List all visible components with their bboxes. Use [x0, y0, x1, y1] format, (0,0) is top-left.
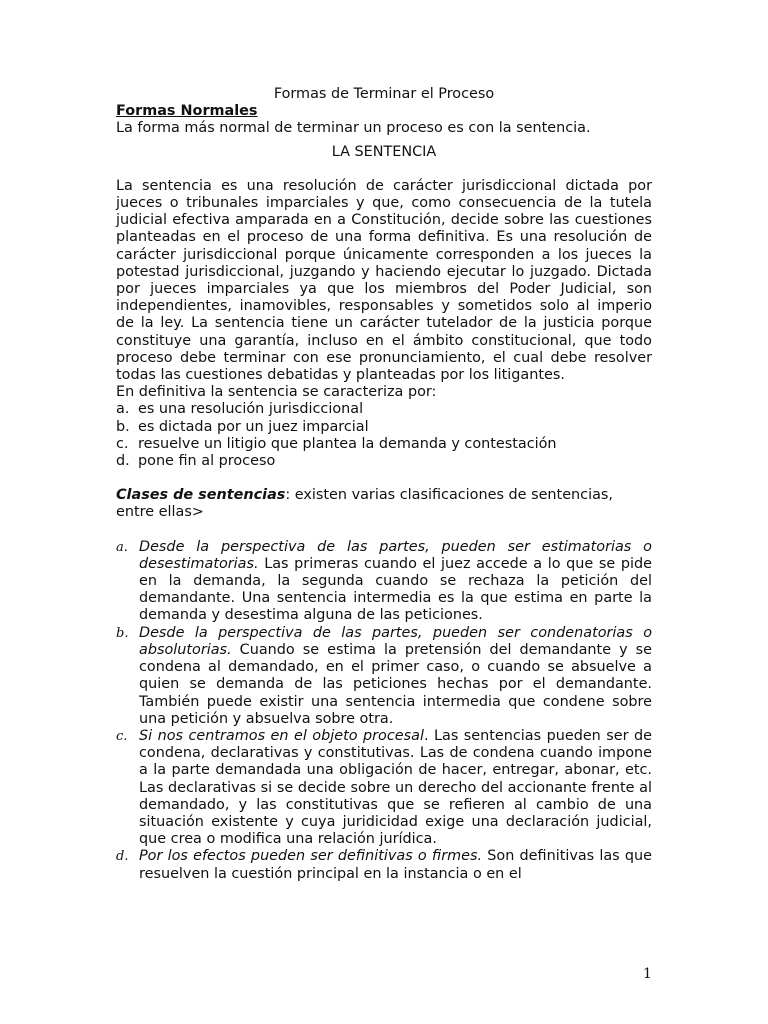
list-item — [116, 625, 652, 728]
intro-text: La forma más normal de terminar un proceso es con la sentencia. — [116, 120, 591, 137]
list-item — [116, 436, 652, 453]
list-item — [116, 848, 652, 882]
list-item-text: resuelve un litigio que plantea la demanda y contestación — [138, 435, 557, 452]
list-item-text: . Las sentencias pueden ser de condena, declarativas y constitutivas. Las de condena cuando impone a la parte demandada una obligación de hacer, entregar, abonar, etc. Las declarativas si se decide sobre un derecho del accionante frente al demandado, y las constitutivas que se refieren al cambio de una situación existente y cuya juridicidad exige una declaración judicial, que crea o modifica una relación jurídica. — [139, 727, 652, 848]
list-item — [116, 401, 652, 418]
list-item — [116, 453, 652, 470]
classes-list — [116, 539, 652, 883]
list-item-text: es dictada por un juez imparcial — [138, 418, 369, 435]
list-item-text: Las primeras cuando el juez accede a lo que se pide en la demanda, la segunda cuando se rechaza la petición del demandante. Una sentencia intermedia es la que estima en parte la demanda y desestima alguna de las peticiones. — [139, 555, 652, 624]
classes-intro-text: : existen varias clasificaciones de sentencias, entre ellas> — [116, 487, 613, 521]
page-number: 1 — [643, 966, 652, 982]
classes-label: Clases de sentencias — [116, 487, 286, 504]
list-marker: d. — [116, 453, 130, 470]
section-heading: LA SENTENCIA — [331, 143, 437, 160]
classes-intro — [116, 487, 652, 521]
spacer — [116, 470, 652, 487]
list-item — [116, 539, 652, 625]
document-page — [116, 86, 652, 883]
list-item-lead: Por los efectos pueden ser definitivas o firmes. — [139, 848, 483, 865]
list-marker: c. — [116, 435, 129, 452]
list-marker: b. — [116, 625, 129, 641]
list-item-lead: Desde la perspectiva de las partes, pueden ser estimatorias o desestimatorias. — [139, 538, 652, 572]
body-paragraph: La sentencia es una resolución de carácter jurisdiccional dictada por jueces o tribunales imparciales y que, como consecuencia de la tutela judicial efectiva amparada en a Constitución, decide sobre las cuestiones planteadas en el proceso de una forma definitiva. Es una resolución de carácter jurisdiccional porque únicamente corresponden a los jueces la potestad jurisdiccional, juzgando y haciendo ejecutar lo juzgado. Dictada por jueces imparciales ya que los miembros del Poder Judicial, son independientes, inamovibles, responsables y sometidos solo al imperio de la ley. La sentencia tiene un carácter tutelador de la justicia porque constituye una garantía, incluso en el ámbito constitucional, que todo proceso debe terminar con ese pronunciamiento, el cual debe resolver todas las cuestiones debatidas y planteadas por los litigantes. — [116, 177, 652, 384]
list-item-text: Son definitivas las que resuelven la cuestión principal en la instancia o en el — [139, 848, 652, 882]
document-title: Formas de Terminar el Proceso — [273, 86, 495, 102]
spacer — [116, 161, 652, 178]
list-marker: a. — [116, 401, 130, 418]
list-marker: a. — [116, 539, 128, 555]
list-item — [116, 419, 652, 436]
spacer — [116, 522, 652, 539]
list-marker: c. — [116, 728, 128, 744]
list-marker: d. — [116, 849, 129, 865]
characteristics-list — [116, 401, 652, 470]
list-item-lead: Desde la perspectiva de las partes, pueden ser condenatorias o absolutorias. — [139, 624, 652, 658]
list-marker: b. — [116, 418, 130, 435]
section-subtitle: Formas Normales — [116, 103, 258, 120]
list-item-lead: Si nos centramos en el objeto procesal — [139, 727, 424, 744]
characteristics-intro: En definitiva la sentencia se caracteriza por: — [116, 384, 437, 401]
list-item-text: Cuando se estima la pretensión del demandante y se condena al demandado, en el primer caso, o cuando se absuelve a quien se demanda de las peticiones hechas por el demandante. También puede existir una sentencia intermedia que condene sobre una petición y absuelva sobre otra. — [139, 641, 652, 727]
list-item-text: es una resolución jurisdiccional — [138, 401, 364, 418]
list-item-text: pone fin al proceso — [138, 453, 276, 470]
list-item — [116, 728, 652, 848]
